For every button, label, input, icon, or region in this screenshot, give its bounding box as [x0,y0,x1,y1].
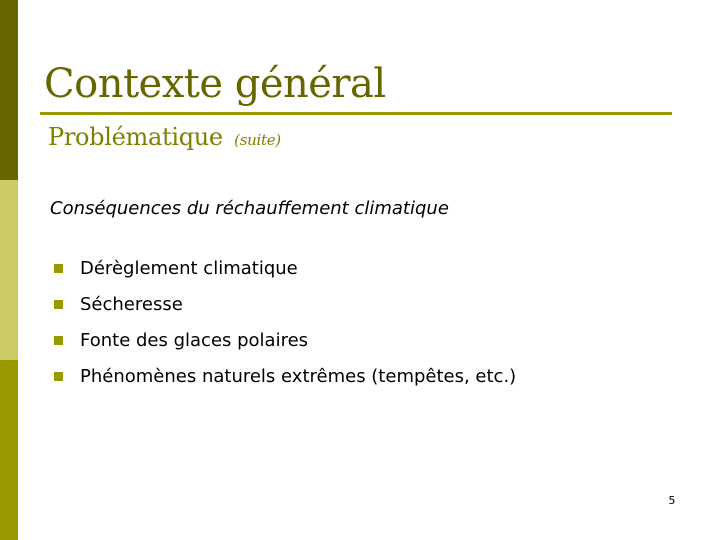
bullet-text: Sécheresse [80,293,183,315]
sidebar-segment-bottom [0,360,18,540]
square-bullet-icon [54,336,63,345]
bullet-list [54,250,516,394]
subtitle-text: Problématique [48,123,223,151]
section-heading: Conséquences du réchauffement climatique [50,198,449,219]
bullet-item [54,286,516,322]
square-bullet-icon [54,372,63,381]
sidebar-segment-middle [0,180,18,360]
title-underline [40,112,672,115]
sidebar-decoration [0,0,18,540]
bullet-text: Dérèglement climatique [80,257,298,279]
square-bullet-icon [54,300,63,309]
slide-subtitle [48,120,281,157]
bullet-item [54,250,516,286]
page-number: 5 [668,494,676,507]
slide-title: Contexte général [44,61,386,107]
bullet-text: Phénomènes naturels extrêmes (tempêtes, etc.) [80,365,517,387]
sidebar-segment-top [0,0,18,180]
bullet-item [54,358,516,394]
bullet-text: Fonte des glaces polaires [80,329,309,351]
bullet-item [54,322,516,358]
square-bullet-icon [54,264,63,273]
subtitle-note: (suite) [234,131,281,149]
